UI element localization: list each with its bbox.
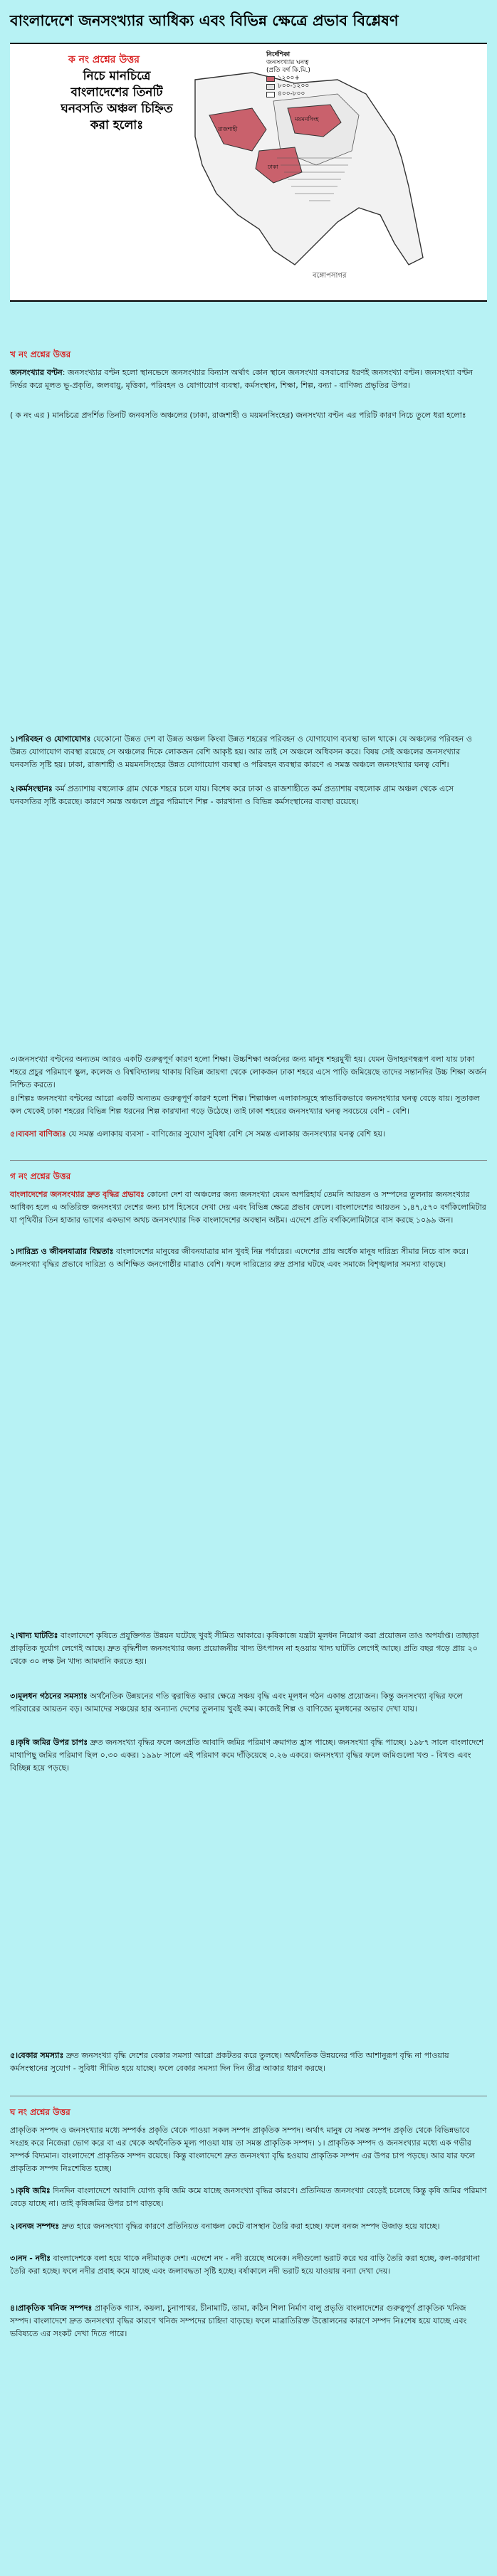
ga-point-4: ৪।কৃষি জমির উপর চাপঃ দ্রুত জনসংখ্যা বৃদ্ধির ফলে জনপ্রতি আবাদি জমির পরিমাণ ক্রমাগত হ্রাস পাচ্ছে। জনসংখ্যা বৃদ্ধি পাচ্ছে। ১৯৮৭ সালে বাংলাদেশে মাথাপিছু জমির পরিমাণ ছিল ০.৩০ একর। ১৯৯৮ সালে এই পরিমাণ কমে দাঁড়িয়েছে ০.২৬ একরে। জনসংখ্যা বৃদ্ধির ফলে জমিগুলো খণ্ড - বিখণ্ড এবং বিচ্ছিন্ন হয়ে পড়ছে। (10, 1738, 484, 1773)
legend-row-low: ৪০০-৮০০ (266, 90, 352, 98)
kha-intro: জনসংখ্যার বণ্টন: জনসংখ্যার বণ্টন হলো স্থানভেদে জনসংখ্যার বিন্যাস অর্থাৎ কোন স্থানে জনসংখ্যা বসবাসের ধরণই জনসংখ্যা বণ্টন। জনসংখ্যা বণ্টন নির্ভর করে মূলত ভূ-প্রকৃতি, জলবায়ু, মৃত্তিকা, পরিবহন ও যোগাযোগ ব্যবস্থা, কর্মসংস্থান, শিক্ষা, শিল্প, বন্যা - বাণিজ্য প্রভৃতির উপর। (10, 368, 473, 390)
gha-point-3: ৩।নদ - নদীঃ বাংলাদেশকে বলা হয়ে থাকে নদীমাতৃক দেশ। এদেশে নদ - নদী রয়েছে অনেক। নদীগুলো ভরাট করে ঘর বাড়ি তৈরি করা হচ্ছে, কল-কারখানা তৈরি করা হচ্ছে। ফলে নদীর প্রবাহ কমে যাচ্ছে এবং জলাবদ্ধতা সৃষ্টি হচ্ছে। বর্ষাকালে নদী ভরাট হয়ে যাওয়ায় বন্যা দেখা দেয়। (10, 2254, 480, 2276)
kha-point-2: ২।কর্মসংস্থানঃ কর্ম প্রত্যাশায় বহুলোক গ্রাম থেকে শহরে চলে যায়। বিশেষ করে ঢাকা ও রাজশাহীতে কর্ম প্রত্যাশায় বহুলোক গ্রাম অঞ্চল থেকে এসে ঘনবসতির সৃষ্টি করেছে। কারণে সমস্ত অঞ্চলে প্রচুর পরিমাণে শিল্প - কারখানা ও বিভিন্ন কর্মসংস্থানের ব্যবস্থা রয়েছে। (10, 784, 454, 806)
ga-point-5: ৫।বেকার সমস্যাঃ দ্রুত জনসংখ্যা বৃদ্ধি দেশের বেকার সমস্যা আরো প্রকটতর করে তুলছে। অর্থনৈতিক উন্নয়নের গতি আশানুরূপ বৃদ্ধি না পাওয়ায় কর্মসংস্থানের সুযোগ - সুবিধা সীমিত হয়ে যাচ্ছে। ফলে বেকার সমস্যা দিন দিন তীব্র আকার ধারণ করছে। (10, 2051, 449, 2073)
legend-row-high: ১২০০+ (266, 75, 352, 83)
ga-point-3: ৩।মূলধন গঠনের সমস্যাঃ অর্থনৈতিক উন্নয়নের গতি ত্বরান্বিত করার ক্ষেত্রে সঞ্চয় বৃদ্ধি এবং মূলধন গঠন একান্ত প্রয়োজন। কিন্তু জনসংখ্যা বৃদ্ধির ফলে পরিবারের আয়তন বড়। আমাদের সঞ্চয়ের হার অন্যান্য দেশের তুলনায় খুবই কম। কাজেই শিল্প ও বাণিজ্যে মূলধনের অভাব দেখা যায়। (10, 1691, 463, 1714)
kha-point-1: ১।পরিবহন ও যোগাযোগঃ যেকোনো উন্নত দেশ বা উন্নত অঞ্চল কিংবা উন্নত শহরের পরিবহন ও যোগাযোগ ব্যবস্থা ভাল থাকে। যে অঞ্চলের পরিবহন ও উন্নত যোগাযোগ ব্যবস্থা রয়েছে সে অঞ্চলের দিকে লোকজন বেশি আকৃষ্ট হয়। আর তাই সে অঞ্চলে অধিবসন করে। বিষয় সেই অঞ্চলের জনসংখ্যার ঘনবসতি সৃষ্টি হয়। ঢাকা, রাজশাহী ও ময়মনসিংহের উন্নত যোগাযোগ ব্যবস্থা ও পরিবহন ব্যবস্থার কারণে এ সমস্ত অঞ্চলে জনসংখ্যার ঘনত্ব বেশি। (10, 734, 472, 769)
ga-point-1: ১।দারিদ্র্য ও জীবনযাত্রার বিঘ্নতাঃ বাংলাদেশের মানুষের জীবনযাত্রার মান খুবই নিম্ন পর্যায়ের। এদেশের প্রায় অর্ধেক মানুষ দারিদ্র্য সীমার নিচে বাস করে। জনসংখ্যা বৃদ্ধির প্রভাবে দারিদ্র্য ও অশিক্ষিত জনগোষ্ঠীর মাত্রাও বেশি। ফলে দারিদ্র্যের রুদ্র প্রসার ঘটছে এবং সমাজে বিশৃঙ্খলার সমস্যা বাড়ছে। (10, 1247, 469, 1269)
kha-point-4: ৪।শিল্পঃ জনসংখ্যা বণ্টনের আরো একটি অন্যতম গুরুত্বপূর্ণ কারণ হলো শিল্প। শিল্পাঞ্চল এলাকাসমূহে স্বাভাবিকভাবে জনসংখ্যার ঘনত্ব বেড়ে যায়। সুতাকল কল থেকেই ঢাকা শহরের বিভিন্ন শিল্প ধরনের শিল্প কারখানা গড়ে উঠেছে। তাই ঢাকা শহরের জনসংখ্যার ঘনত্ব সবচেয়ে বেশি - বেশি। (10, 1094, 480, 1116)
page-title: বাংলাদেশে জনসংখ্যার আধিক্য এবং বিভিন্ন ক্ষেত্রে প্রভাব বিশ্লেষণ (10, 11, 399, 29)
gha-point-4: ৪।প্রাকৃতিক খনিজ সম্পদঃ প্রাকৃতিক গ্যাস, কয়লা, চুনাপাথর, চীনামাটি, তামা, কঠিন শিলা নির্মাণ বালু প্রভৃতি বাংলাদেশের গুরুত্বপূর্ণ প্রাকৃতিক খনিজ সম্পদ। বাংলাদেশে দ্রুত জনসংখ্যা বৃদ্ধির কারণে খনিজ সম্পদের চাহিদা বাড়ছে। ফলে মাত্রাতিরিক্ত উত্তোলনের কারণে সম্পদ নিঃশেষ হয়ে যাচ্ছে এবং ভবিষ্যতে এর সংকট দেখা দিতে পারে। (10, 2303, 467, 2338)
city-label-rajshahi: রাজশাহী (218, 126, 238, 132)
gha-intro: প্রাকৃতিক সম্পদ ও জনসংখ্যার মধ্যে সম্পর্কঃ প্রকৃতি থেকে পাওয়া সকল সম্পদ প্রাকৃতিক সম্পদ। অর্থাৎ মানুষ যে সমস্ত সম্পদ প্রকৃতি থেকে বিভিন্নভাবে সংগ্রহ করে নিজেরা ভোগ করে বা এর থেকে অর্থনৈতিক মূল্য পাওয়া যায় তা সমস্ত প্রাকৃতিক সম্পদ। ১। প্রাকৃতিক সম্পদ ও জনসংখ্যার মধ্যে এক গভীর সম্পর্ক বিদ্যমান। বাংলাদেশে প্রাকৃতিক সম্পদ রয়েছে। কিন্তু বাংলাদেশে দ্রুত জনসংখ্যা বৃদ্ধি হওয়ায় প্রাকৃতিক সম্পদ এর উপর চাপ পড়ছে। আর যার ফলে প্রাকৃতিক সম্পদ নিঃশেষিত হচ্ছে। (10, 2126, 476, 2173)
section-divider (10, 1160, 487, 1161)
kha-sub: ( ক নং এর ) মানচিত্রে প্রদর্শিত তিনটি জনবসতি অঞ্চলের (ঢাকা, রাজশাহী ও ময়মনসিংহের) জনসংখ্যা বণ্টন এর পরিটি কারণ নিচে তুলে ধরা হলোঃ (10, 411, 466, 420)
legend-unit: (প্রতি বর্গ কি.মি.) (266, 67, 310, 74)
legend-row-mid: ৮০০-১২০০ (266, 83, 352, 90)
legend-title: নির্দেশিকা (266, 51, 291, 58)
ga-answer-label: গ নং প্রশ্নের উত্তর (10, 1171, 71, 1181)
ga-point-2: ২।খাদ্য ঘাটতিঃ বাংলাদেশে কৃষিতে প্রযুক্তিগত উন্নয়ন ঘটেছে খুবই সীমিত আকারে। কৃষিকাজে যন্ত্রটা মূলধন নিয়োগ করা প্রয়োজন তাও অপর্যাপ্ত। তাছাড়া প্রাকৃতিক দুর্যোগ লেগেই আছে। দ্রুত বৃদ্ধিশীল জনসংখ্যার জন্য প্রয়োজনীয় খাদ্য উৎপাদন না হওয়ায় খাদ্য ঘাটতি লেগেই আছে। প্রতি বছর গড়ে প্রায় ২০ থেকে ৩০ লক্ষ টন খাদ্য আমদানি করতে হয়। (10, 1631, 479, 1666)
map-legend (266, 51, 352, 98)
ka-answer-label: ক নং প্রশ্নের উত্তর (68, 54, 140, 65)
map-heading: নিচে মানচিত্রে বাংলাদেশের তিনটি ঘনবসতি অঞ্চল চিহ্নিত করা হলোঃ (61, 69, 173, 132)
map-answer-box (10, 43, 487, 302)
gha-point-1: ১।কৃষি জমিঃ দিনদিন বাংলাদেশে আবাদি যোগ্য কৃষি জমি কমে যাচ্ছে জনসংখ্যা বৃদ্ধির কারণে। প্রতিনিয়ত জনসংখ্যা বেড়েই চলেছে কিন্তু কৃষি জমির পরিমাণ বেড়ে যাচ্ছে না। তাই কৃষিজমির উপর চাপ বাড়ছে। (10, 2186, 487, 2208)
ga-intro: বাংলাদেশের জনসংখ্যার দ্রুত বৃদ্ধির প্রভাবঃ কোনো দেশ বা অঞ্চলের জন্য জনসংখ্যা যেমন অপরিহার্য তেমনি আয়তন ও সম্পদের তুলনায় জনসংখ্যার আধিক্য হলে এ অতিরিক্ত জনসংখ্যা দেশের জন্য চাপ হিসেবে দেখা দেয় এবং বিভিন্ন ক্ষেত্রে প্রভাব ফেলে। বাংলাদেশের আয়তন ১,৪৭,৫৭০ বর্গকিলোমিটার যা পৃথিবীর তিন হাজার ভাগের একভাগ অথচ জনসংখ্যার দিক বাংলাদেশের অবস্থান অষ্টম। এদেশে প্রতি বর্গকিলোমিটারে বাস করছে ১০৯৯ জন। (10, 1190, 486, 1225)
city-label-mymensingh: ময়মনসিংহ (295, 116, 319, 122)
gha-answer-label: ঘ নং প্রশ্নের উত্তর (10, 2107, 70, 2117)
gha-point-2: ২।বনজ সম্পদঃ দ্রুত হারে জনসংখ্যা বৃদ্ধির কারণে প্রতিনিয়ত বনাঞ্চল কেটে বাসস্থান তৈরি করা হচ্ছে। ফলে বনজ সম্পদ উজাড় হয়ে যাচ্ছে। (10, 2222, 440, 2231)
legend-subtitle: জনসংখ্যার ঘনত্ব (266, 59, 309, 66)
city-label-dhaka: ঢাকা (268, 164, 278, 170)
kha-point-3: ৩।জনসংখ্যা বণ্টনের অন্যতম আরও একটি গুরুত্বপূর্ণ কারণ হলো শিক্ষা। উচ্চশিক্ষা অর্জনের জন্য মানুষ শহরমুখী হয়। যেমন উদাহরণস্বরূপ বলা যায় ঢাকা শহরে প্রচুর পরিমাণে স্কুল, কলেজ ও বিশ্ববিদ্যালয় থাকায় বিভিন্ন জায়গা থেকে লোকজন ঢাকা শহরে এসে পাড়ি জমিয়েছে তাদের সন্তানদির উচ্চ শিক্ষা অর্জন নিশ্চিত করতে। (10, 1055, 487, 1089)
kha-point-5: ৫।ব্যবসা বাণিজ্যঃ যে সমস্ত এলাকায় ব্যবসা - বাণিজ্যের সুযোগ সুবিধা বেশি সে সমস্ত এলাকায় জনসংখ্যার ঘনত্ব বেশি হয়। (10, 1129, 385, 1139)
bay-label: বঙ্গোপসাগর (313, 272, 347, 280)
kha-answer-label: খ নং প্রশ্নের উত্তর (10, 349, 71, 359)
